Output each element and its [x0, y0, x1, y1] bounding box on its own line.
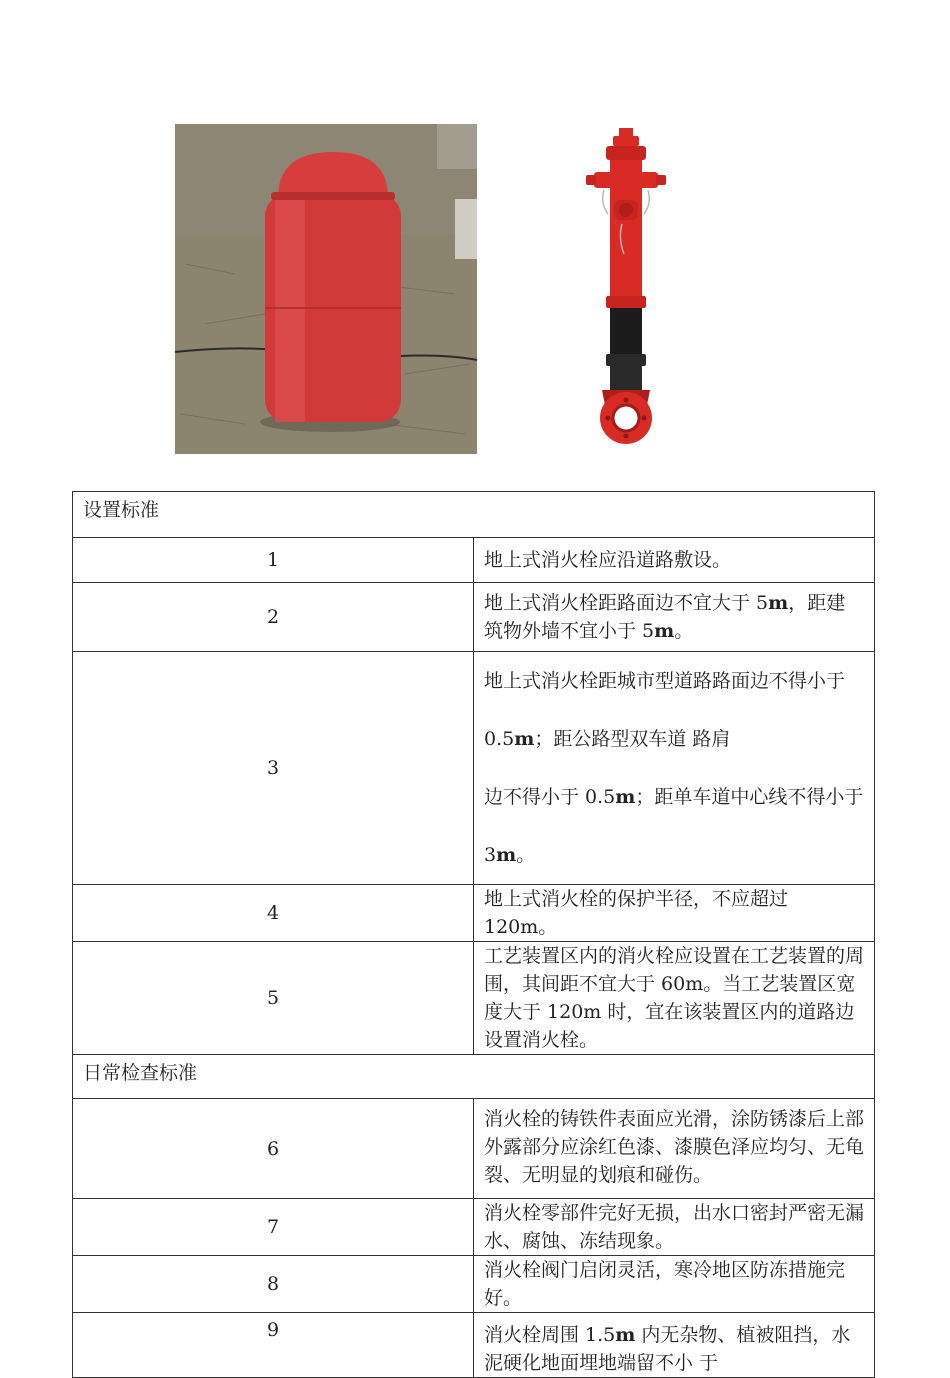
table-row	[73, 1099, 875, 1199]
table-row	[73, 538, 875, 583]
hydrant-cover-photo	[175, 124, 477, 454]
row-text: 消火栓零部件完好无损，出水口密封严密无漏水、腐蚀、冻结现象。	[474, 1199, 875, 1256]
section-header	[73, 492, 875, 538]
row-text: 消火栓周围 1.5m 内无杂物、植被阻挡，水泥硬化地面埋地端留不小 于	[474, 1313, 875, 1378]
section-header	[73, 1055, 875, 1099]
row-number: 8	[73, 1256, 474, 1313]
row-number: 4	[73, 885, 474, 942]
row-text: 地上式消火栓的保护半径，不应超过 120m。	[474, 885, 875, 942]
table-row	[73, 885, 875, 942]
table-row	[73, 1313, 875, 1378]
row-text: 消火栓阀门启闭灵活，寒冷地区防冻措施完好。	[474, 1256, 875, 1313]
row-text: 工艺装置区内的消火栓应设置在工艺装置的周围，其间距不宜大于 60m。当工艺装置区宽度大于 120m 时，宜在该装置区内的道路边设置消火栓。	[474, 942, 875, 1055]
row-number: 3	[73, 652, 474, 885]
table-row	[73, 1199, 875, 1256]
row-text: 地上式消火栓距城市型道路路面边不得小于 0.5m；距公路型双车道 路肩 边不得小于 0.5m；距单车道中心线不得小于 3m。	[474, 652, 875, 885]
table-row	[73, 652, 875, 885]
row-text: 地上式消火栓距路面边不宜大于 5m，距建筑物外墙不宜小于 5m。	[474, 583, 875, 652]
row-number: 7	[73, 1199, 474, 1256]
table-row	[73, 1256, 875, 1313]
row-number: 6	[73, 1099, 474, 1199]
row-number: 1	[73, 538, 474, 583]
row-number: 9	[73, 1313, 474, 1378]
row-number: 2	[73, 583, 474, 652]
table-row	[73, 942, 875, 1055]
standards-table	[72, 491, 875, 1378]
section-title: 设置标准	[73, 492, 875, 538]
row-text: 地上式消火栓应沿道路敷设。	[474, 538, 875, 583]
row-number: 5	[73, 942, 474, 1055]
table-row	[73, 583, 875, 652]
section-title: 日常检查标准	[73, 1055, 875, 1099]
hydrant-photo	[584, 128, 684, 454]
row-text: 消火栓的铸铁件表面应光滑，涂防锈漆后上部外露部分应涂红色漆、漆膜色泽应均匀、无龟裂、无明显的划痕和碰伤。	[474, 1099, 875, 1199]
